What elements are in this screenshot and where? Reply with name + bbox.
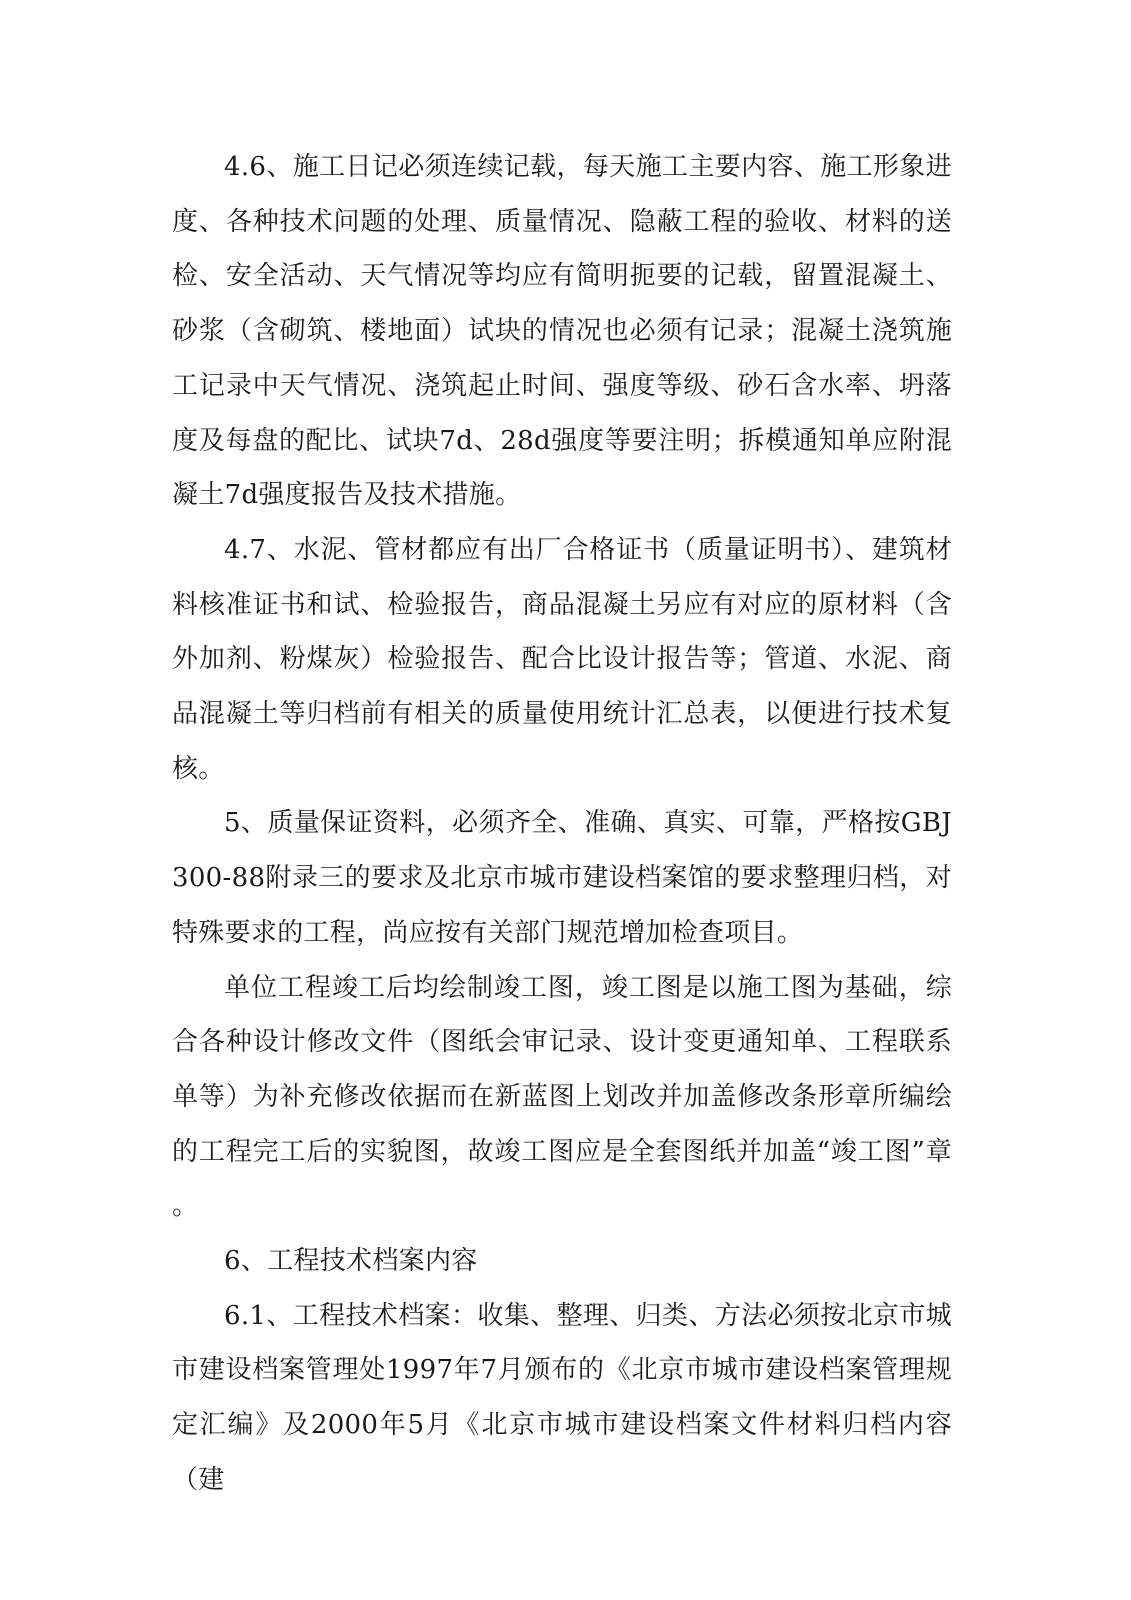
paragraph-as-built-drawing: 单位工程竣工后均绘制竣工图，竣工图是以施工图为基础，综合各种设计修改文件（图纸会审记录、设计变更通知单、工程联系单等）为补充修改依据而在新蓝图上划改并加盖修改条形章所编绘的工程完工后的实貌图，故竣工图应是全套图纸并加盖“竣工图”章 。 [172,972,952,1222]
body-text [172,140,952,1508]
paragraph-5: 5、质量保证资料，必须齐全、准确、真实、可靠，严格按GBJ300-88附录三的要求及北京市城市建设档案馆的要求整理归档，对特殊要求的工程，尚应按有关部门规范增加检查项目。 [172,808,952,948]
paragraph-4-6: 4.6、施工日记必须连续记载，每天施工主要内容、施工形象进度、各种技术问题的处理、质量情况、隐蔽工程的验收、材料的送检、安全活动、天气情况等均应有简明扼要的记载，留置混凝土、砂浆（含砌筑、楼地面）试块的情况也必须有记录；混凝土浇筑施工记录中天气情况、浇筑起止时间、强度等级、砂石含水率、坍落度及每盘的配比、试块7d、28d强度等要注明；拆模通知单应附混凝土7d强度报告及技术措施。 [172,152,952,511]
paragraph-6-1: 6.1、工程技术档案：收集、整理、归类、方法必须按北京市城市建设档案管理处1997年7月颁布的《北京市城市建设档案管理规定汇编》及2000年5月《北京市城市建设档案文件材料归档内容（建 [172,1300,952,1495]
paragraph-4-7: 4.7、水泥、管材都应有出厂合格证书（质量证明书）、建筑材料核准证书和试、检验报告，商品混凝土另应有对应的原材料（含外加剂、粉煤灰）检验报告、配合比设计报告等；管道、水泥、商品混凝土等归档前有相关的质量使用统计汇总表，以便进行技术复核。 [172,534,952,784]
section-heading-6: 6、工程技术档案内容 [224,1246,478,1277]
